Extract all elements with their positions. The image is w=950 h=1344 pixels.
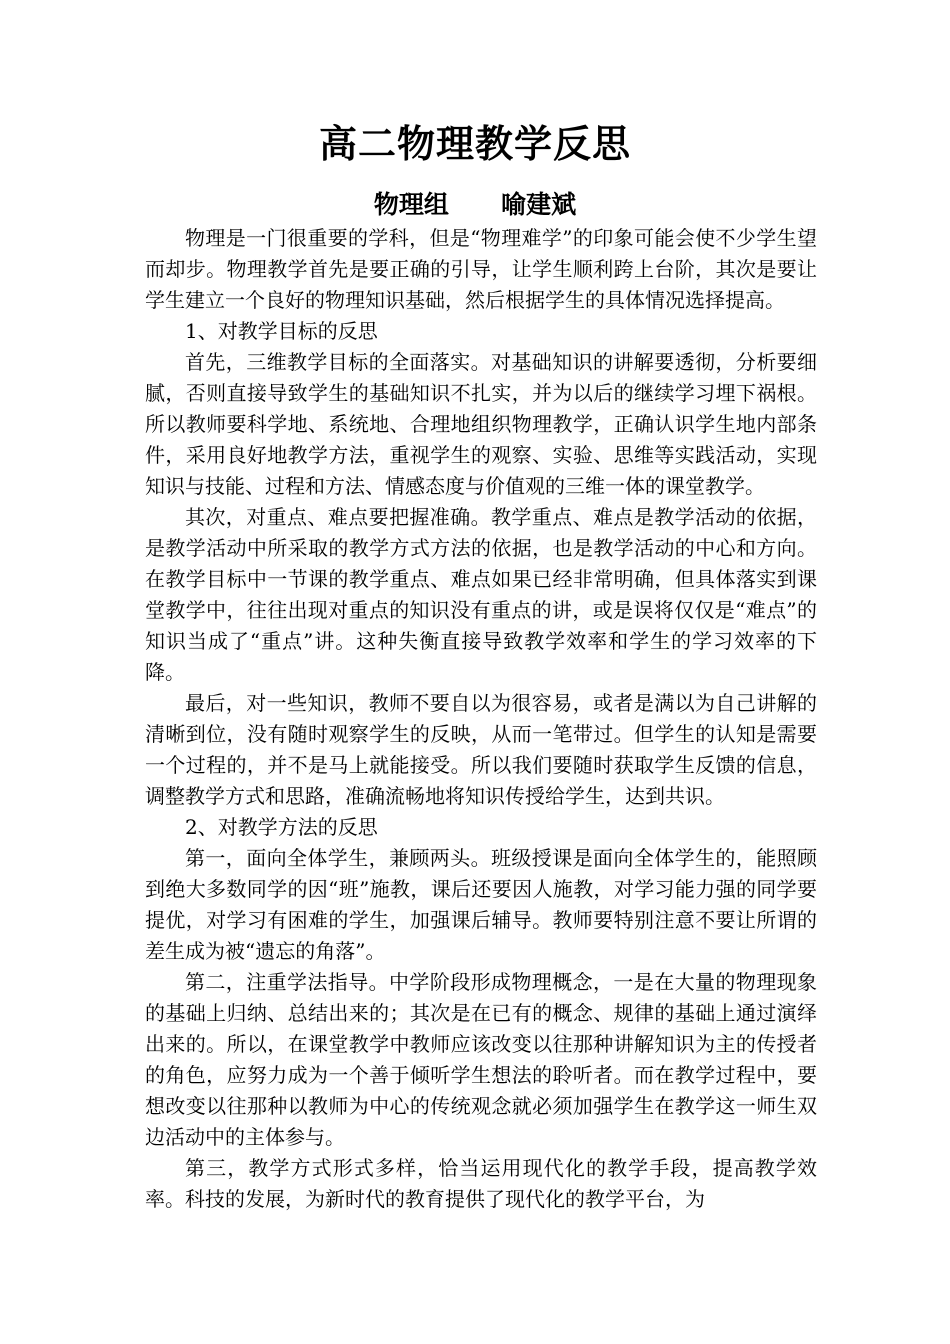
paragraph-first: 首先，三维教学目标的全面落实。对基础知识的讲解要透彻，分析要细腻，否则直接导致学生的基础知识不扎实，并为以后的继续学习埋下祸根。所以教师要科学地、系统地、合理地组织物理教学，正确认识学生地内部条件，采用良好地教学方法，重视学生的观察、实验、思维等实践活动，实现知识与技能、过程和方法、情感态度与价值观的三维一体的课堂教学。: [145, 350, 817, 498]
intro-paragraph: 物理是一门很重要的学科，但是“物理难学”的印象可能会使不少学生望而却步。物理教学首先是要正确的引导，让学生顺利跨上台阶，其次是要让学生建立一个良好的物理知识基础，然后根据学生的具体情况选择提高。: [145, 226, 817, 312]
author-line: 物理组 喻建斌: [373, 190, 577, 219]
paragraph-method-one: 第一，面向全体学生，兼顾两头。班级授课是面向全体学生的，能照顾到绝大多数同学的因“班”施教，课后还要因人施教，对学习能力强的同学要提优，对学习有困难的学生，加强课后辅导。教师要特别注意不要让所谓的差生成为被“遗忘的角落”。: [145, 846, 817, 963]
paragraph-method-two: 第二，注重学法指导。中学阶段形成物理概念，一是在大量的物理现象的基础上归纳、总结出来的；其次是在已有的概念、规律的基础上通过演绎出来的。所以，在课堂教学中教师应该改变以往那种讲解知识为主的传授者的角色，应努力成为一个善于倾听学生想法的聆听者。而在教学过程中，要想改变以往那种以教师为中心的传统观念就必须加强学生在教学这一师生双边活动中的主体参与。: [145, 970, 817, 1149]
paragraph-second: 其次，对重点、难点要把握准确。教学重点、难点是教学活动的依据，是教学活动中所采取的教学方式方法的依据，也是教学活动的中心和方向。在教学目标中一节课的教学重点、难点如果已经非常明确，但具体落实到课堂教学中，往往出现对重点的知识没有重点的讲，或是误将仅仅是“难点”的知识当成了“重点”讲。这种失衡直接导致教学效率和学生的学习效率的下降。: [145, 505, 817, 684]
body-text: [145, 223, 817, 1215]
paragraph-method-three: 第三，教学方式形式多样，恰当运用现代化的教学手段，提高教学效率。科技的发展，为新时代的教育提供了现代化的教学平台，为: [145, 1156, 817, 1211]
section-heading-teaching-goals: 1、对教学目标的反思: [185, 319, 378, 343]
page-title: 高二物理教学反思: [318, 121, 631, 166]
paragraph-last: 最后，对一些知识，教师不要自以为很容易，或者是满以为自己讲解的清晰到位，没有随时观察学生的反映，从而一笔带过。但学生的认知是需要一个过程的，并不是马上就能接受。所以我们要随时获取学生反馈的信息，调整教学方式和思路，准确流畅地将知识传授给学生，达到共识。: [145, 691, 817, 808]
section-heading-teaching-methods: 2、对教学方法的反思: [185, 815, 378, 839]
